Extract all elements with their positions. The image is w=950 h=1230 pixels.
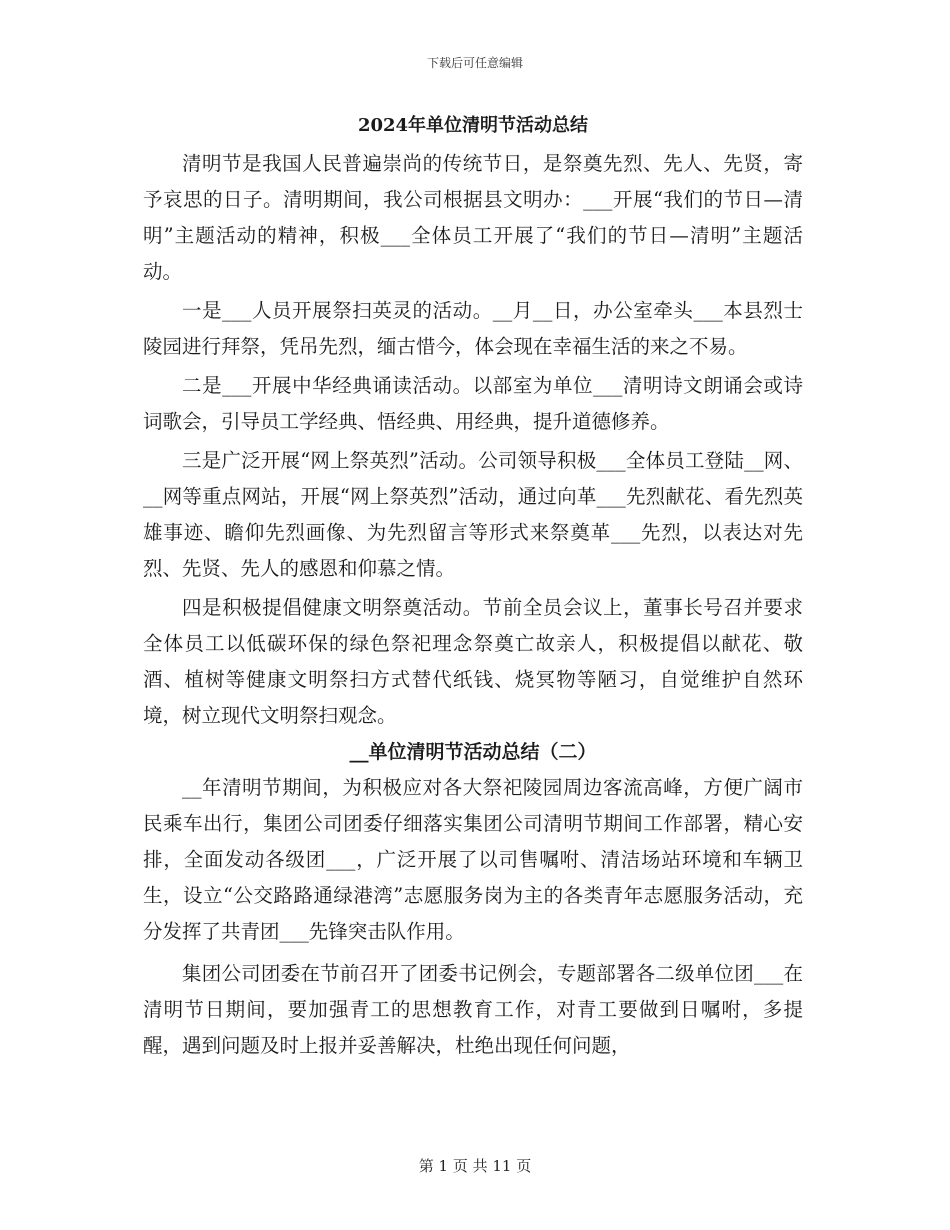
page-header-note: 下载后可任意编辑 bbox=[426, 56, 523, 70]
section-subtitle: __单位清明节活动总结（二） bbox=[349, 741, 597, 763]
paragraph-item-3: 三是广泛开展“网上祭英烈”活动。公司领导积极___全体员工登陆__网、__网等重点网站，开展“网上祭英烈”活动，通过向革___先烈献花、看先烈英雄事迹、瞻仰先烈画像、为先烈留言等形式来祭奠革___先烈，以表达对先烈、先贤、先人的感恩和仰慕之情。 bbox=[143, 449, 803, 580]
paragraph-section2-2: 集团公司团委在节前召开了团委书记例会，专题部署各二级单位团___在清明节日期间，要加强青工的思想教育工作，对青工要做到日嘱咐，多提醒，遇到问题及时上报并妥善解决，杜绝出现任何问题， bbox=[143, 962, 803, 1057]
document-title: 2024年单位清明节活动总结 bbox=[357, 115, 589, 136]
paragraph-intro: 清明节是我国人民普遍崇尚的传统节日，是祭奠先烈、先人、先贤，寄予哀思的日子。清明期间，我公司根据县文明办：___开展“我们的节日—清明”主题活动的精神，积极___全体员工开展了“我们的节日—清明”主题活动。 bbox=[143, 152, 803, 283]
document-body bbox=[143, 112, 803, 1067]
paragraph-item-1: 一是___人员开展祭扫英灵的活动。__月__日，办公室牵头___本县烈士陵园进行拜祭，凭吊先烈，缅古惜今，体会现在幸福生活的来之不易。 bbox=[143, 299, 803, 358]
paragraph-section2-1: __年清明节期间，为积极应对各大祭祀陵园周边客流高峰，方便广阔市民乘车出行，集团公司团委仔细落实集团公司清明节期间工作部署，精心安排，全面发动各级团___，广泛开展了以司售嘱咐、清洁场站环境和车辆卫生，设立“公交路路通绿港湾”志愿服务岗为主的各类青年志愿服务活动，充分发挥了共青团___先锋突击队作用。 bbox=[143, 776, 803, 943]
paragraph-item-4: 四是积极提倡健康文明祭奠活动。节前全员会议上，董事长号召并要求全体员工以低碳环保的绿色祭祀理念祭奠亡故亲人，积极提倡以献花、敬酒、植树等健康文明祭扫方式替代纸钱、烧冥物等陋习，自觉维护自然环境，树立现代文明祭扫观念。 bbox=[143, 596, 803, 727]
paragraph-item-2: 二是___开展中华经典诵读活动。以部室为单位___清明诗文朗诵会或诗词歌会，引导员工学经典、悟经典、用经典，提升道德修养。 bbox=[143, 374, 803, 433]
page-number: 第 1 页 共 11 页 bbox=[418, 1157, 532, 1175]
